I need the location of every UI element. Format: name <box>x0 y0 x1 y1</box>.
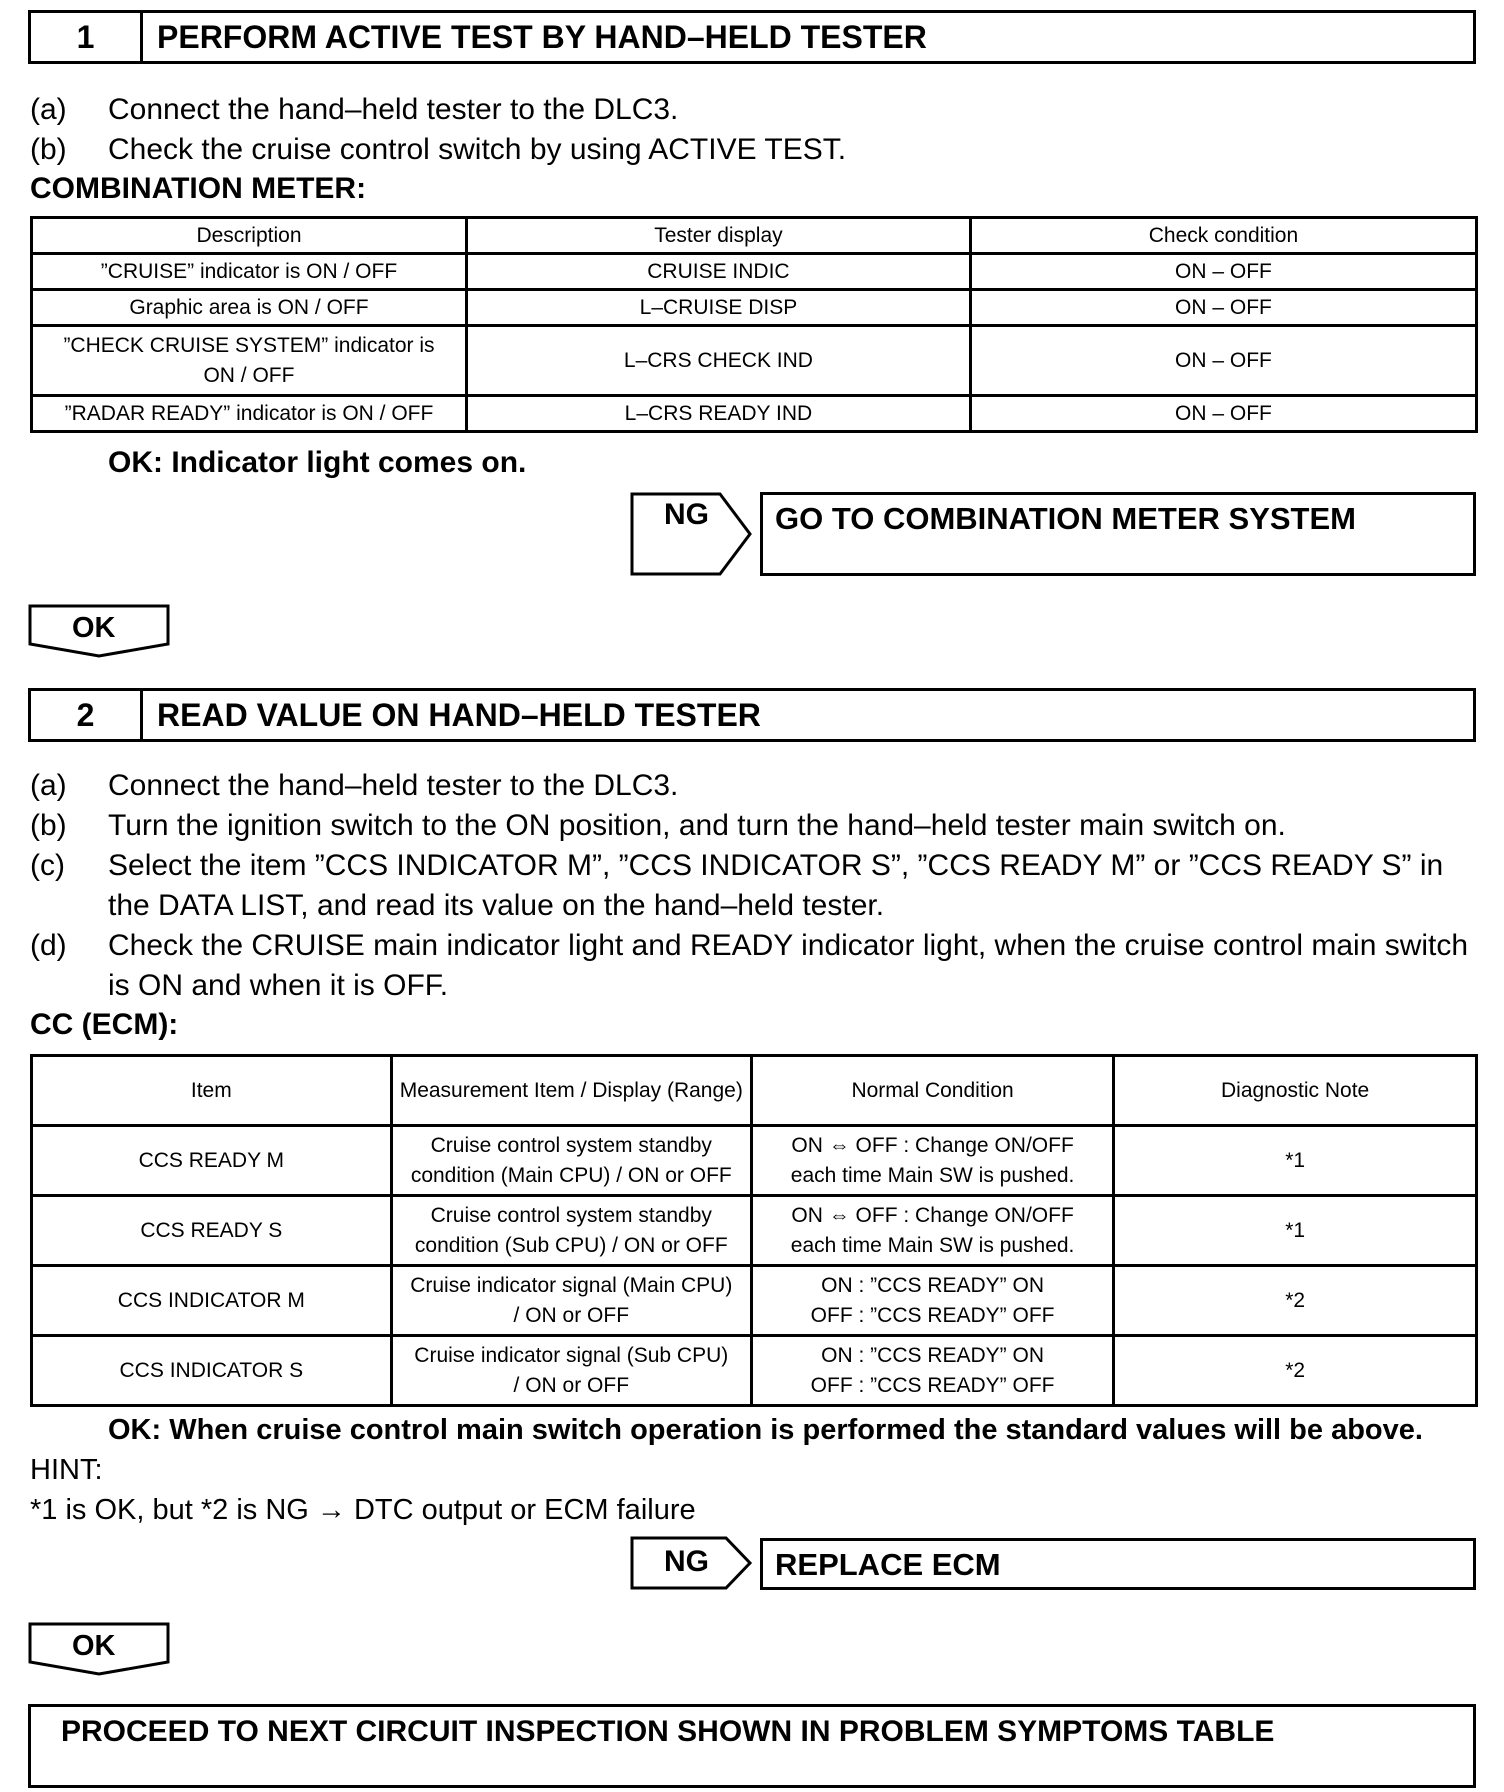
table-cell: ”CRUISE” indicator is ON / OFF <box>32 254 467 290</box>
column-header: Tester display <box>466 218 970 254</box>
column-header: Measurement Item / Display (Range) <box>391 1056 751 1126</box>
table-cell: ON : ”CCS READY” ON OFF : ”CCS READY” OFF <box>751 1266 1113 1336</box>
table-cell: *2 <box>1114 1266 1477 1336</box>
table-row <box>32 1126 1477 1196</box>
instruction-label: (d) <box>30 929 67 962</box>
instruction-text: Check the CRUISE main indicator light and READY indicator light, when the cruise control main switch <box>108 929 1469 962</box>
ok-label-1: OK <box>72 612 116 644</box>
table-cell: Cruise control system standby condition (Sub CPU) / ON or OFF <box>391 1196 751 1266</box>
step1-ok-criteria: OK: Indicator light comes on. <box>108 446 527 479</box>
table-header-row <box>32 1056 1477 1126</box>
column-header: Item <box>32 1056 392 1126</box>
instruction-label: (a) <box>30 93 67 126</box>
table-cell: CCS INDICATOR S <box>32 1336 392 1406</box>
table-cell: L–CRS READY IND <box>466 396 970 432</box>
cc-ecm-table <box>30 1054 1478 1407</box>
instruction-label: (c) <box>30 849 65 882</box>
ng-label-1: NG <box>664 498 709 531</box>
table-header-row <box>32 218 1477 254</box>
table-cell: CCS INDICATOR M <box>32 1266 392 1336</box>
table-row <box>32 290 1477 326</box>
go-to-combination-meter-box <box>760 492 1476 576</box>
table-cell: ON ⇔ OFF : Change ON/OFF each time Main SW is pushed. <box>751 1126 1113 1196</box>
table-cell: *1 <box>1114 1126 1477 1196</box>
table-cell: ”RADAR READY” indicator is ON / OFF <box>32 396 467 432</box>
step1-number: 1 <box>31 13 143 61</box>
table-cell: ON – OFF <box>970 290 1476 326</box>
table-cell: ON – OFF <box>970 254 1476 290</box>
table-cell: *2 <box>1114 1336 1477 1406</box>
table-cell: ”CHECK CRUISE SYSTEM” indicator is ON / OFF <box>32 326 467 396</box>
table-cell: L–CRUISE DISP <box>466 290 970 326</box>
table-cell: Cruise control system standby condition (Main CPU) / ON or OFF <box>391 1126 751 1196</box>
step2-number: 2 <box>31 691 143 739</box>
table-row <box>32 1266 1477 1336</box>
instruction-text: Select the item ”CCS INDICATOR M”, ”CCS INDICATOR S”, ”CCS READY M” or ”CCS READY S” in <box>108 849 1444 882</box>
hint-text: *1 is OK, but *2 is NG → DTC output or ECM failure <box>30 1494 696 1526</box>
table-cell: CCS READY M <box>32 1126 392 1196</box>
step1-instruction-a <box>30 90 1470 130</box>
ng-label-2: NG <box>664 1545 709 1578</box>
step1-instruction-b <box>30 130 1470 170</box>
table-row <box>32 1196 1477 1266</box>
step1-title: PERFORM ACTIVE TEST BY HAND–HELD TESTER <box>157 18 927 55</box>
step2-instruction-b <box>30 806 1470 846</box>
table-cell: CCS READY S <box>32 1196 392 1266</box>
instruction-text-cont: the DATA LIST, and read its value on the hand–held tester. <box>108 889 885 922</box>
step1-header <box>28 10 1476 64</box>
table-cell: L–CRS CHECK IND <box>466 326 970 396</box>
proceed-next-circuit-box <box>28 1704 1476 1788</box>
table-cell: Graphic area is ON / OFF <box>32 290 467 326</box>
table-cell: ON – OFF <box>970 396 1476 432</box>
step2-ok-criteria: OK: When cruise control main switch operation is performed the standard values will be above. <box>108 1414 1423 1446</box>
instruction-text: Connect the hand–held tester to the DLC3. <box>108 93 679 126</box>
instruction-text: Connect the hand–held tester to the DLC3. <box>108 769 679 802</box>
step1-table-heading: COMBINATION METER: <box>30 172 367 205</box>
ok-label-2: OK <box>72 1630 116 1662</box>
instruction-label: (a) <box>30 769 67 802</box>
instruction-text: Turn the ignition switch to the ON position, and turn the hand–held tester main switch on. <box>108 809 1286 842</box>
column-header: Description <box>32 218 467 254</box>
combination-meter-table <box>30 216 1478 433</box>
table-row <box>32 254 1477 290</box>
step2-header <box>28 688 1476 742</box>
step2-instruction-a <box>30 766 1470 806</box>
instruction-text: Check the cruise control switch by using ACTIVE TEST. <box>108 133 847 166</box>
column-header: Diagnostic Note <box>1114 1056 1477 1126</box>
table-row <box>32 326 1477 396</box>
hint-label: HINT: <box>30 1454 103 1486</box>
step2-title: READ VALUE ON HAND–HELD TESTER <box>157 696 761 733</box>
step2-table-heading: CC (ECM): <box>30 1008 179 1041</box>
instruction-label: (b) <box>30 133 67 166</box>
table-cell: Cruise indicator signal (Sub CPU) / ON or OFF <box>391 1336 751 1406</box>
table-cell: ON – OFF <box>970 326 1476 396</box>
step2-instruction-d <box>30 926 1470 1006</box>
column-header: Normal Condition <box>751 1056 1113 1126</box>
final-instruction: PROCEED TO NEXT CIRCUIT INSPECTION SHOWN IN PROBLEM SYMPTOMS TABLE <box>61 1715 1275 1748</box>
column-header: Check condition <box>970 218 1476 254</box>
replace-ecm-box <box>760 1538 1476 1590</box>
table-cell: Cruise indicator signal (Main CPU) / ON or OFF <box>391 1266 751 1336</box>
instruction-label: (b) <box>30 809 67 842</box>
instruction-text-cont: is ON and when it is OFF. <box>108 969 449 1002</box>
ng-action-2: REPLACE ECM <box>775 1547 1001 1582</box>
table-cell: ON : ”CCS READY” ON OFF : ”CCS READY” OFF <box>751 1336 1113 1406</box>
ng-action-1: GO TO COMBINATION METER SYSTEM <box>775 501 1356 536</box>
step2-instruction-c <box>30 846 1470 926</box>
table-cell: ON ⇔ OFF : Change ON/OFF each time Main SW is pushed. <box>751 1196 1113 1266</box>
table-cell: CRUISE INDIC <box>466 254 970 290</box>
table-row <box>32 1336 1477 1406</box>
table-row <box>32 396 1477 432</box>
table-cell: *1 <box>1114 1196 1477 1266</box>
